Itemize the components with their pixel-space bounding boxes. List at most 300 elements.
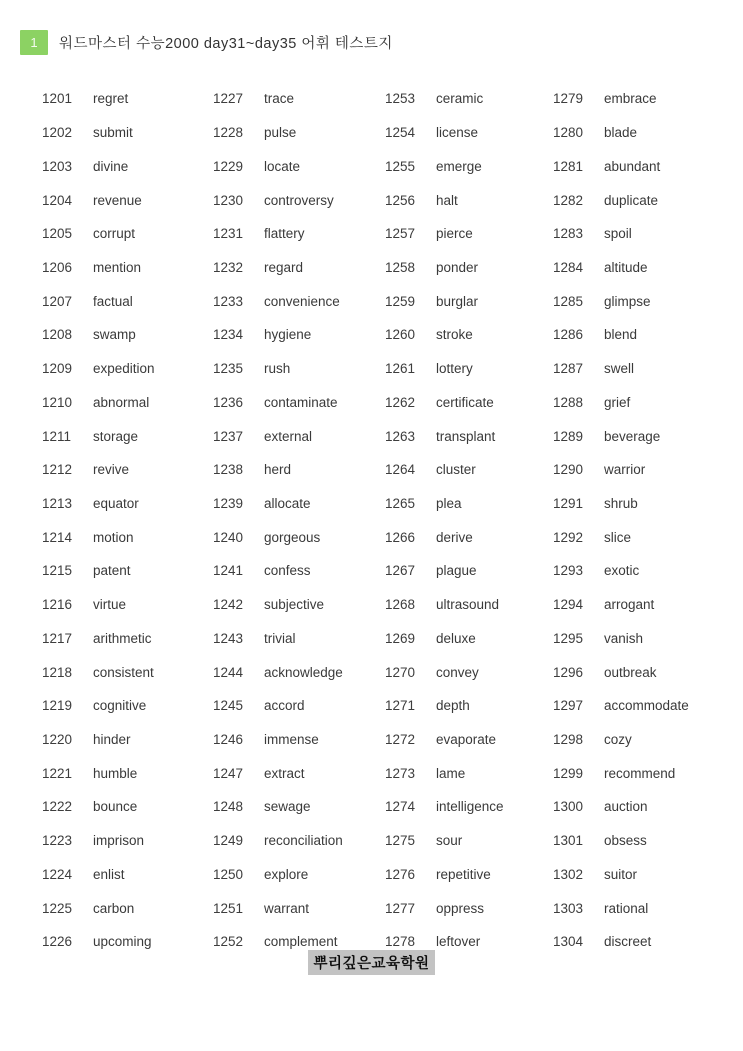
entry-word: humble (93, 765, 138, 781)
word-entry (385, 82, 553, 116)
word-entry (213, 284, 385, 318)
entry-word: submit (93, 125, 133, 141)
page-title: 워드마스터 수능2000 day31~day35 어휘 테스트지 (59, 36, 393, 52)
entry-number: 1208 (42, 327, 73, 343)
entry-word: controversy (264, 192, 334, 208)
entry-word: revenue (93, 192, 142, 208)
entry-number: 1225 (42, 900, 73, 916)
entry-number: 1303 (553, 900, 584, 916)
word-entry (42, 891, 213, 925)
word-entry (553, 453, 743, 487)
entry-number: 1209 (42, 361, 73, 377)
word-entry (385, 487, 553, 521)
entry-word: pierce (436, 226, 473, 242)
entry-word: repetitive (436, 866, 491, 882)
entry-number: 1301 (553, 833, 584, 849)
entry-number: 1216 (42, 597, 73, 613)
entry-word: ultrasound (436, 597, 500, 613)
entry-number: 1231 (213, 226, 244, 242)
entry-number: 1226 (42, 934, 73, 950)
word-entry (213, 183, 385, 217)
word-entry (385, 891, 553, 925)
word-entry (553, 588, 743, 622)
entry-number: 1271 (385, 698, 416, 714)
entry-number: 1223 (42, 833, 73, 849)
entry-number: 1276 (385, 866, 416, 882)
entry-number: 1213 (42, 495, 73, 511)
word-entry (385, 824, 553, 858)
entry-word: regret (93, 91, 129, 107)
word-entry (42, 183, 213, 217)
word-entry (553, 82, 743, 116)
entry-number: 1239 (213, 495, 244, 511)
entry-number: 1243 (213, 630, 244, 646)
entry-number: 1282 (553, 192, 584, 208)
entry-number: 1255 (385, 158, 416, 174)
entry-word: virtue (93, 597, 127, 613)
entry-number: 1297 (553, 698, 584, 714)
word-entry (385, 183, 553, 217)
entry-number: 1221 (42, 765, 73, 781)
word-column-2 (213, 82, 385, 959)
entry-word: evaporate (436, 732, 497, 748)
word-entry (385, 622, 553, 656)
entry-word: hinder (93, 732, 131, 748)
entry-number: 1247 (213, 765, 244, 781)
entry-number: 1227 (213, 91, 244, 107)
entry-word: convey (436, 664, 479, 680)
entry-word: bounce (93, 799, 138, 815)
entry-word: regard (264, 259, 304, 275)
entry-number: 1279 (553, 91, 584, 107)
entry-word: carbon (93, 900, 135, 916)
entry-word: plague (436, 563, 477, 579)
entry-number: 1274 (385, 799, 416, 815)
entry-word: sewage (264, 799, 311, 815)
entry-word: factual (93, 293, 133, 309)
entry-word: emerge (436, 158, 482, 174)
entry-number: 1254 (385, 125, 416, 141)
entry-number: 1211 (42, 428, 72, 444)
entry-word: rush (264, 361, 291, 377)
entry-number: 1269 (385, 630, 416, 646)
entry-number: 1238 (213, 462, 244, 478)
word-entry (42, 655, 213, 689)
entry-number: 1212 (42, 462, 73, 478)
entry-word: abnormal (93, 394, 150, 410)
word-entry (42, 82, 213, 116)
word-entry (553, 116, 743, 150)
word-entry (553, 790, 743, 824)
entry-word: arrogant (604, 597, 655, 613)
entry-number: 1214 (42, 529, 73, 545)
word-entry (385, 756, 553, 790)
entry-word: cluster (436, 462, 476, 478)
entry-word: reconciliation (264, 833, 343, 849)
entry-number: 1298 (553, 732, 584, 748)
entry-number: 1264 (385, 462, 416, 478)
word-entry (385, 352, 553, 386)
entry-word: accord (264, 698, 305, 714)
entry-number: 1224 (42, 866, 73, 882)
word-entry (42, 756, 213, 790)
word-entry (42, 520, 213, 554)
word-entry (553, 824, 743, 858)
entry-number: 1248 (213, 799, 244, 815)
entry-number: 1265 (385, 495, 416, 511)
entry-word: trivial (264, 630, 296, 646)
entry-number: 1293 (553, 563, 584, 579)
entry-word: locate (264, 158, 301, 174)
entry-number: 1218 (42, 664, 73, 680)
entry-number: 1233 (213, 293, 244, 309)
word-entry (213, 217, 385, 251)
entry-number: 1284 (553, 259, 584, 275)
entry-word: subjective (264, 597, 325, 613)
word-entry (553, 554, 743, 588)
entry-word: immense (264, 732, 319, 748)
entry-number: 1272 (385, 732, 416, 748)
entry-number: 1288 (553, 394, 584, 410)
entry-number: 1259 (385, 293, 416, 309)
entry-word: rational (604, 900, 649, 916)
word-entry (42, 419, 213, 453)
entry-word: expedition (93, 361, 155, 377)
word-entry (42, 352, 213, 386)
word-entry (385, 385, 553, 419)
word-entry (213, 689, 385, 723)
word-column-1 (42, 82, 213, 959)
entry-number: 1258 (385, 259, 416, 275)
entry-number: 1237 (213, 428, 244, 444)
word-entry (213, 487, 385, 521)
entry-word: swell (604, 361, 635, 377)
word-entry (385, 284, 553, 318)
entry-word: ponder (436, 259, 479, 275)
word-entry (42, 925, 213, 959)
word-entry (385, 655, 553, 689)
entry-word: halt (436, 192, 458, 208)
entry-number: 1222 (42, 799, 73, 815)
entry-number: 1249 (213, 833, 244, 849)
word-entry (213, 891, 385, 925)
word-entry (213, 352, 385, 386)
word-entry (553, 858, 743, 892)
word-entry (213, 318, 385, 352)
entry-number: 1290 (553, 462, 584, 478)
word-entry (553, 723, 743, 757)
word-entry (553, 251, 743, 285)
entry-number: 1281 (553, 158, 584, 174)
entry-word: upcoming (93, 934, 152, 950)
word-grid (0, 82, 743, 959)
entry-word: extract (264, 765, 305, 781)
word-entry (553, 352, 743, 386)
entry-word: accommodate (604, 698, 689, 714)
word-entry (385, 217, 553, 251)
entry-number: 1260 (385, 327, 416, 343)
entry-number: 1217 (42, 630, 73, 646)
academy-name-stamp: 뿌리깊은교육학원 (308, 950, 434, 975)
entry-number: 1285 (553, 293, 584, 309)
entry-word: cozy (604, 732, 632, 748)
word-entry (553, 318, 743, 352)
entry-number: 1201 (42, 91, 73, 107)
word-entry (385, 453, 553, 487)
entry-number: 1220 (42, 732, 73, 748)
word-entry (42, 251, 213, 285)
entry-word: patent (93, 563, 131, 579)
entry-word: abundant (604, 158, 661, 174)
entry-number: 1278 (385, 934, 416, 950)
entry-word: trace (264, 91, 295, 107)
entry-number: 1244 (213, 664, 244, 680)
entry-word: spoil (604, 226, 632, 242)
word-entry (385, 251, 553, 285)
word-entry (553, 217, 743, 251)
entry-word: license (436, 125, 479, 141)
entry-number: 1251 (213, 900, 244, 916)
word-entry (553, 419, 743, 453)
word-entry (385, 554, 553, 588)
entry-word: leftover (436, 934, 481, 950)
entry-word: beverage (604, 428, 661, 444)
word-entry (553, 622, 743, 656)
word-entry (553, 756, 743, 790)
entry-number: 1266 (385, 529, 416, 545)
word-entry (213, 824, 385, 858)
entry-word: plea (436, 495, 462, 511)
entry-word: pulse (264, 125, 297, 141)
word-entry (42, 554, 213, 588)
entry-word: enlist (93, 866, 125, 882)
entry-word: lame (436, 765, 466, 781)
entry-word: cognitive (93, 698, 147, 714)
entry-word: depth (436, 698, 470, 714)
entry-word: intelligence (436, 799, 504, 815)
entry-word: deluxe (436, 630, 476, 646)
entry-word: complement (264, 934, 338, 950)
entry-number: 1296 (553, 664, 584, 680)
word-entry (553, 284, 743, 318)
word-entry (42, 824, 213, 858)
entry-number: 1253 (385, 91, 416, 107)
word-entry (213, 790, 385, 824)
entry-number: 1203 (42, 158, 73, 174)
word-entry (385, 419, 553, 453)
entry-word: blend (604, 327, 638, 343)
word-entry (213, 385, 385, 419)
entry-word: slice (604, 529, 632, 545)
word-entry (42, 385, 213, 419)
word-entry (213, 858, 385, 892)
entry-word: motion (93, 529, 134, 545)
entry-number: 1250 (213, 866, 244, 882)
entry-number: 1252 (213, 934, 244, 950)
entry-number: 1204 (42, 192, 73, 208)
entry-number: 1268 (385, 597, 416, 613)
page-header (0, 0, 743, 55)
entry-word: shrub (604, 495, 638, 511)
word-entry (553, 520, 743, 554)
word-entry (42, 217, 213, 251)
entry-word: duplicate (604, 192, 659, 208)
word-entry (213, 251, 385, 285)
word-entry (213, 82, 385, 116)
entry-word: revive (93, 462, 130, 478)
word-entry (385, 723, 553, 757)
word-entry (42, 723, 213, 757)
entry-word: altitude (604, 259, 648, 275)
entry-word: hygiene (264, 327, 312, 343)
entry-number: 1202 (42, 125, 73, 141)
word-entry (553, 891, 743, 925)
entry-number: 1261 (385, 361, 416, 377)
word-entry (213, 520, 385, 554)
entry-number: 1300 (553, 799, 584, 815)
word-column-4 (553, 82, 743, 959)
entry-word: exotic (604, 563, 640, 579)
word-entry (385, 149, 553, 183)
word-entry (213, 588, 385, 622)
word-entry (385, 116, 553, 150)
entry-number: 1242 (213, 597, 244, 613)
entry-number: 1273 (385, 765, 416, 781)
entry-number: 1210 (42, 394, 73, 410)
word-entry (553, 689, 743, 723)
entry-word: derive (436, 529, 473, 545)
entry-word: explore (264, 866, 309, 882)
entry-word: warrior (604, 462, 646, 478)
entry-number: 1235 (213, 361, 244, 377)
entry-word: consistent (93, 664, 154, 680)
word-entry (213, 116, 385, 150)
entry-number: 1234 (213, 327, 244, 343)
word-entry (213, 723, 385, 757)
entry-word: burglar (436, 293, 479, 309)
entry-word: sour (436, 833, 463, 849)
entry-word: glimpse (604, 293, 651, 309)
word-entry (213, 554, 385, 588)
word-entry (42, 858, 213, 892)
word-entry (42, 622, 213, 656)
entry-number: 1283 (553, 226, 584, 242)
entry-word: contaminate (264, 394, 338, 410)
entry-word: recommend (604, 765, 676, 781)
word-entry (553, 183, 743, 217)
word-entry (553, 925, 743, 959)
word-entry (42, 689, 213, 723)
entry-word: acknowledge (264, 664, 343, 680)
entry-number: 1270 (385, 664, 416, 680)
entry-word: gorgeous (264, 529, 321, 545)
entry-word: imprison (93, 833, 145, 849)
entry-word: corrupt (93, 226, 136, 242)
word-entry (213, 756, 385, 790)
entry-number: 1232 (213, 259, 244, 275)
entry-number: 1291 (553, 495, 584, 511)
entry-word: ceramic (436, 91, 484, 107)
entry-word: lottery (436, 361, 473, 377)
entry-number: 1206 (42, 259, 73, 275)
word-entry (42, 453, 213, 487)
word-entry (42, 149, 213, 183)
entry-number: 1277 (385, 900, 416, 916)
entry-number: 1215 (42, 563, 73, 579)
entry-number: 1245 (213, 698, 244, 714)
word-entry (213, 419, 385, 453)
word-entry (42, 487, 213, 521)
word-entry (42, 588, 213, 622)
entry-number: 1219 (42, 698, 73, 714)
entry-word: convenience (264, 293, 340, 309)
word-entry (385, 858, 553, 892)
entry-number: 1207 (42, 293, 73, 309)
word-entry (553, 149, 743, 183)
word-entry (385, 790, 553, 824)
page-number-badge: 1 (20, 30, 48, 55)
word-entry (42, 116, 213, 150)
entry-word: mention (93, 259, 142, 275)
entry-word: oppress (436, 900, 485, 916)
word-entry (213, 453, 385, 487)
entry-word: obsess (604, 833, 647, 849)
word-entry (385, 318, 553, 352)
entry-number: 1302 (553, 866, 584, 882)
word-entry (385, 689, 553, 723)
word-entry (213, 655, 385, 689)
entry-number: 1280 (553, 125, 584, 141)
entry-word: discreet (604, 934, 652, 950)
entry-number: 1241 (213, 563, 244, 579)
entry-number: 1246 (213, 732, 244, 748)
entry-number: 1262 (385, 394, 416, 410)
entry-word: allocate (264, 495, 311, 511)
word-entry (42, 284, 213, 318)
entry-number: 1230 (213, 192, 244, 208)
entry-word: auction (604, 799, 648, 815)
entry-word: arithmetic (93, 630, 152, 646)
entry-word: equator (93, 495, 139, 511)
entry-number: 1263 (385, 428, 416, 444)
entry-number: 1228 (213, 125, 244, 141)
entry-word: embrace (604, 91, 657, 107)
entry-number: 1257 (385, 226, 416, 242)
entry-number: 1240 (213, 529, 244, 545)
entry-word: certificate (436, 394, 494, 410)
entry-word: suitor (604, 866, 638, 882)
entry-word: blade (604, 125, 638, 141)
entry-word: flattery (264, 226, 305, 242)
entry-number: 1286 (553, 327, 584, 343)
word-column-3 (385, 82, 553, 959)
entry-number: 1229 (213, 158, 244, 174)
entry-word: vanish (604, 630, 644, 646)
entry-number: 1205 (42, 226, 73, 242)
entry-number: 1267 (385, 563, 416, 579)
word-entry (213, 622, 385, 656)
word-entry (385, 588, 553, 622)
entry-word: grief (604, 394, 631, 410)
entry-number: 1294 (553, 597, 584, 613)
entry-word: divine (93, 158, 129, 174)
word-entry (553, 487, 743, 521)
entry-word: herd (264, 462, 292, 478)
entry-number: 1275 (385, 833, 416, 849)
entry-number: 1236 (213, 394, 244, 410)
entry-number: 1299 (553, 765, 584, 781)
entry-word: transplant (436, 428, 496, 444)
